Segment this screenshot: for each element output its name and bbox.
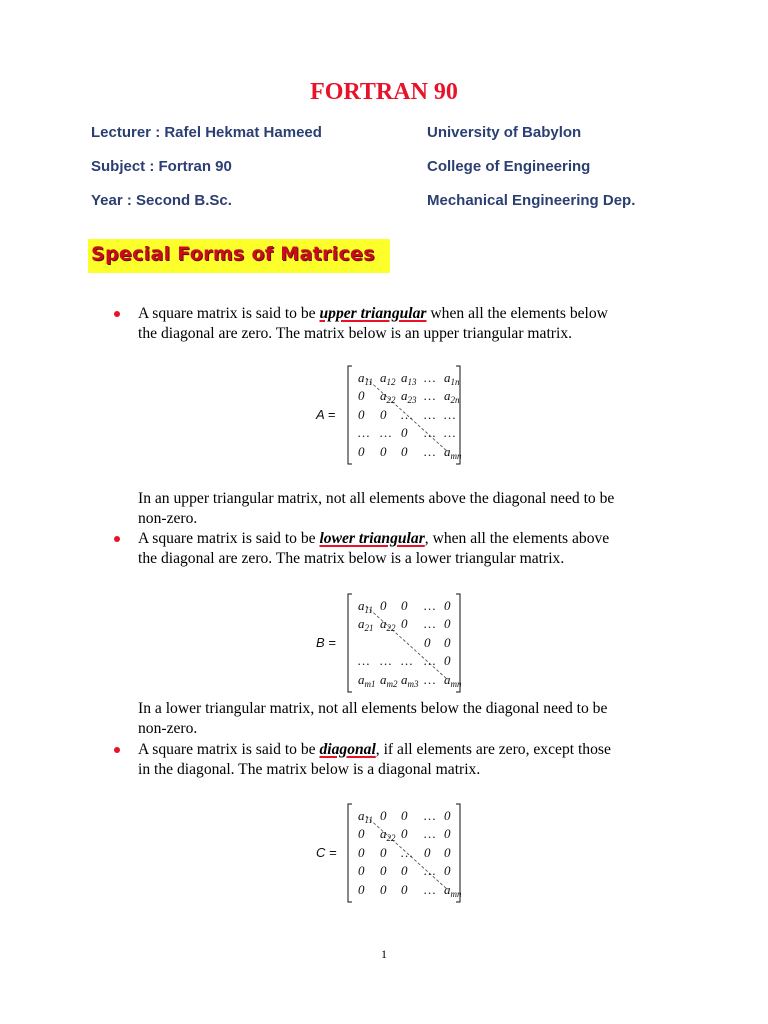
matrix-entry: 0 bbox=[401, 808, 408, 823]
matrix-entry: $a_{mn}$ bbox=[444, 444, 462, 461]
upper-note-line2: non-zero. bbox=[138, 510, 198, 527]
subject-line: Subject : Fortran 90 bbox=[91, 158, 232, 175]
matrix-entry: $a_{11}$ bbox=[358, 598, 373, 615]
matrix-label: A = bbox=[316, 407, 336, 422]
left-bracket bbox=[348, 804, 352, 902]
upper-triangular-term: upper triangular bbox=[319, 305, 427, 322]
matrix-entry: 0 bbox=[444, 863, 451, 878]
matrix-entry: … bbox=[444, 425, 456, 440]
matrix-entry: … bbox=[424, 672, 436, 687]
matrix-entry: … bbox=[424, 598, 436, 613]
lower-definition-line1: A square matrix is said to be lower triangular, when all the elements above bbox=[138, 530, 610, 547]
matrix-entry: 0 bbox=[444, 808, 451, 823]
matrix-entry: 0 bbox=[358, 388, 365, 403]
matrix-entry: 0 bbox=[358, 882, 365, 897]
matrix-entry: 0 bbox=[380, 863, 387, 878]
matrix-entry: $a_{12}$ bbox=[380, 370, 396, 387]
upper-definition-line1: A square matrix is said to be upper triangular when all the elements below bbox=[138, 305, 608, 322]
matrix-entry: $a_{mn}$ bbox=[444, 672, 462, 689]
matrix-entry: 0 bbox=[424, 635, 431, 650]
matrix-entry: 0 bbox=[380, 407, 387, 422]
department-line: Mechanical Engineering Dep. bbox=[427, 192, 636, 209]
matrix-entry: 0 bbox=[380, 598, 387, 613]
matrix-entry: … bbox=[358, 425, 370, 440]
bullet-icon bbox=[114, 747, 124, 757]
matrix-entry: $a_{21}$ bbox=[358, 616, 374, 633]
matrix-entry: $a_{1n}$ bbox=[444, 370, 460, 387]
diagonal-definition-line2: in the diagonal. The matrix below is a diagonal matrix. bbox=[138, 761, 481, 778]
matrix-entry: … bbox=[380, 653, 392, 668]
matrix-entry: $a_{13}$ bbox=[401, 370, 417, 387]
lower-definition-line2: the diagonal are zero. The matrix below is a lower triangular matrix. bbox=[138, 550, 565, 567]
matrix-entry: 0 bbox=[444, 635, 451, 650]
bullet-icon bbox=[114, 311, 124, 321]
matrix-entry: $a_{22}$ bbox=[380, 826, 396, 843]
page-number: 1 bbox=[381, 947, 387, 961]
upper-note-line1: In an upper triangular matrix, not all elements above the diagonal need to be bbox=[138, 490, 615, 507]
matrix-entry: … bbox=[401, 845, 413, 860]
diagonal-definition-line1: A square matrix is said to be diagonal, if all elements are zero, except those bbox=[138, 741, 611, 758]
matrix-label: B = bbox=[316, 635, 336, 650]
matrix-entry: 0 bbox=[401, 863, 408, 878]
matrix-entry: $a_{22}$ bbox=[380, 616, 396, 633]
matrix-entry: $a_{m1}$ bbox=[358, 672, 376, 689]
matrix-entry: $a_{m3}$ bbox=[401, 672, 419, 689]
matrix-C-svg bbox=[300, 800, 475, 908]
matrix-entry: 0 bbox=[401, 444, 408, 459]
matrix-entry: $a_{22}$ bbox=[380, 388, 396, 405]
matrix-entry: … bbox=[401, 653, 413, 668]
right-bracket bbox=[456, 594, 460, 692]
lower-triangular-matrix bbox=[300, 590, 475, 698]
diagonal-term: diagonal bbox=[319, 741, 376, 758]
matrix-entry: 0 bbox=[358, 845, 365, 860]
matrix-entry: 0 bbox=[358, 863, 365, 878]
lower-note-line1: In a lower triangular matrix, not all elements below the diagonal need to be bbox=[138, 700, 608, 717]
matrix-entry: 0 bbox=[380, 808, 387, 823]
matrix-entry: 0 bbox=[444, 616, 451, 631]
matrix-entry: 0 bbox=[444, 845, 451, 860]
matrix-label: C = bbox=[316, 845, 337, 860]
matrix-entry: $a_{2n}$ bbox=[444, 388, 460, 405]
matrix-entry: … bbox=[444, 407, 456, 422]
matrix-entry: 0 bbox=[401, 616, 408, 631]
matrix-entry: 0 bbox=[401, 425, 408, 440]
lecturer-line: Lecturer : Rafel Hekmat Hameed bbox=[91, 124, 322, 141]
bullet-icon bbox=[114, 536, 124, 546]
matrix-B-svg bbox=[300, 590, 475, 698]
matrix-entry: 0 bbox=[401, 882, 408, 897]
matrix-entry: … bbox=[424, 882, 436, 897]
matrix-entry: 0 bbox=[401, 826, 408, 841]
matrix-entry: … bbox=[424, 388, 436, 403]
matrix-entry: … bbox=[424, 826, 436, 841]
matrix-entry: … bbox=[358, 653, 370, 668]
matrix-entry: 0 bbox=[444, 826, 451, 841]
matrix-entry: … bbox=[401, 407, 413, 422]
matrix-A-svg bbox=[300, 362, 475, 470]
matrix-entry: 0 bbox=[380, 444, 387, 459]
matrix-entry: $a_{mn}$ bbox=[444, 882, 462, 899]
matrix-entry: … bbox=[424, 653, 436, 668]
matrix-entry: … bbox=[424, 444, 436, 459]
matrix-entry: 0 bbox=[424, 845, 431, 860]
matrix-entry: $a_{11}$ bbox=[358, 808, 373, 825]
matrix-entry: … bbox=[424, 863, 436, 878]
matrix-entry: 0 bbox=[444, 598, 451, 613]
lower-note-line2: non-zero. bbox=[138, 720, 198, 737]
matrix-entry: 0 bbox=[401, 598, 408, 613]
university-line: University of Babylon bbox=[427, 124, 582, 141]
matrix-entry: … bbox=[424, 808, 436, 823]
left-bracket bbox=[348, 366, 352, 464]
matrix-entry: 0 bbox=[358, 826, 365, 841]
upper-triangular-matrix bbox=[300, 362, 475, 470]
matrix-entry: $a_{23}$ bbox=[401, 388, 417, 405]
right-bracket bbox=[456, 804, 460, 902]
section-heading-highlight bbox=[88, 239, 390, 273]
matrix-entry: 0 bbox=[444, 653, 451, 668]
matrix-entry: … bbox=[380, 425, 392, 440]
matrix-entry: … bbox=[424, 370, 436, 385]
diagonal-matrix bbox=[300, 800, 475, 908]
matrix-entry: 0 bbox=[358, 444, 365, 459]
document-title: FORTRAN 90 bbox=[310, 79, 458, 105]
upper-definition-line2: the diagonal are zero. The matrix below is an upper triangular matrix. bbox=[138, 325, 573, 342]
matrix-entry: … bbox=[424, 407, 436, 422]
matrix-entry: … bbox=[424, 425, 436, 440]
matrix-entry: $a_{11}$ bbox=[358, 370, 373, 387]
year-line: Year : Second B.Sc. bbox=[91, 192, 232, 209]
section-heading: Special Forms of Matrices bbox=[91, 243, 375, 265]
matrix-entry: $a_{m2}$ bbox=[380, 672, 398, 689]
left-bracket bbox=[348, 594, 352, 692]
matrix-entry: … bbox=[424, 616, 436, 631]
matrix-entry: 0 bbox=[380, 845, 387, 860]
college-line: College of Engineering bbox=[427, 158, 591, 175]
matrix-entry: 0 bbox=[380, 882, 387, 897]
lower-triangular-term: lower triangular bbox=[319, 530, 425, 547]
matrix-entry: 0 bbox=[358, 407, 365, 422]
